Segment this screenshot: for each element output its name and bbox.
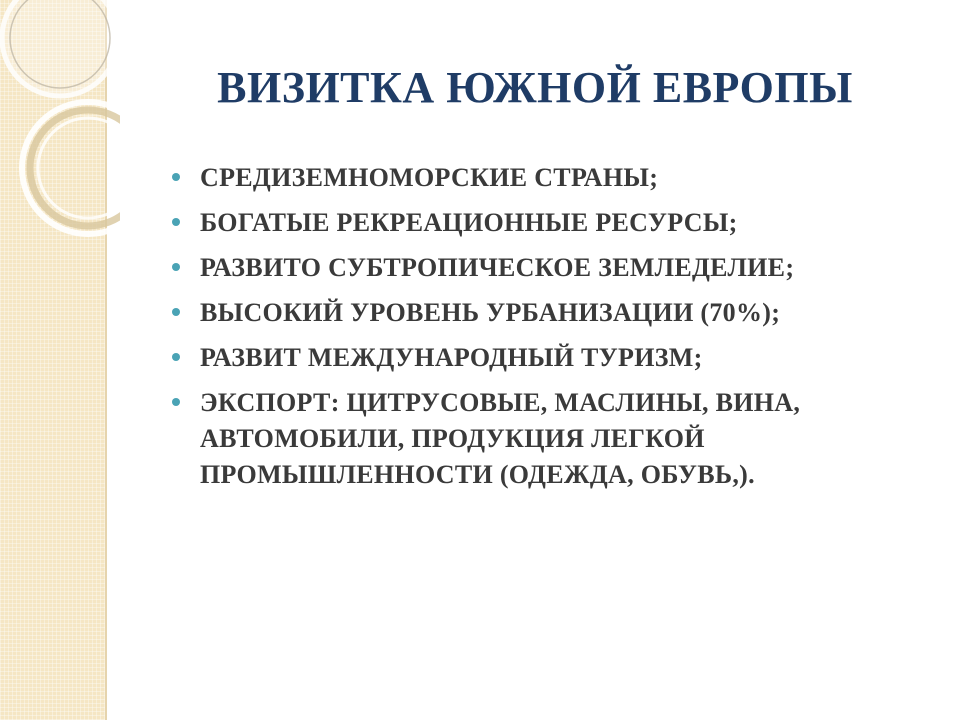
bullet-dot-icon <box>172 173 180 181</box>
list-item <box>172 250 942 286</box>
bullet-dot-icon <box>172 263 180 271</box>
slide-title: ВИЗИТКА ЮЖНОЙ ЕВРОПЫ <box>217 63 853 112</box>
list-item <box>172 295 942 331</box>
bullet-text: РАЗВИТО СУБТРОПИЧЕСКОЕ ЗЕМЛЕДЕЛИЕ; <box>200 253 795 282</box>
bullet-dot-icon <box>172 308 180 316</box>
bullet-dot-icon <box>172 398 180 406</box>
bullet-list <box>172 160 942 502</box>
list-item <box>172 205 942 241</box>
list-item <box>172 340 942 376</box>
list-item <box>172 160 942 196</box>
bullet-text: ЭКСПОРТ: ЦИТРУСОВЫЕ, МАСЛИНЫ, ВИНА, АВТОМОБИЛИ, ПРОДУКЦИЯ ЛЕГКОЙ ПРОМЫШЛЕННОСТИ (ОДЕЖДА, ОБУВЬ,). <box>200 388 801 489</box>
bullet-dot-icon <box>172 218 180 226</box>
bullet-dot-icon <box>172 353 180 361</box>
bullet-text: СРЕДИЗЕМНОМОРСКИЕ СТРАНЫ; <box>200 163 659 192</box>
bullet-text: БОГАТЫЕ РЕКРЕАЦИОННЫЕ РЕСУРСЫ; <box>200 208 738 237</box>
bullet-text: РАЗВИТ МЕЖДУНАРОДНЫЙ ТУРИЗМ; <box>200 343 703 372</box>
decorative-circles <box>0 0 120 260</box>
bullet-text: ВЫСОКИЙ УРОВЕНЬ УРБАНИЗАЦИИ (70%); <box>200 298 781 327</box>
list-item <box>172 385 942 493</box>
